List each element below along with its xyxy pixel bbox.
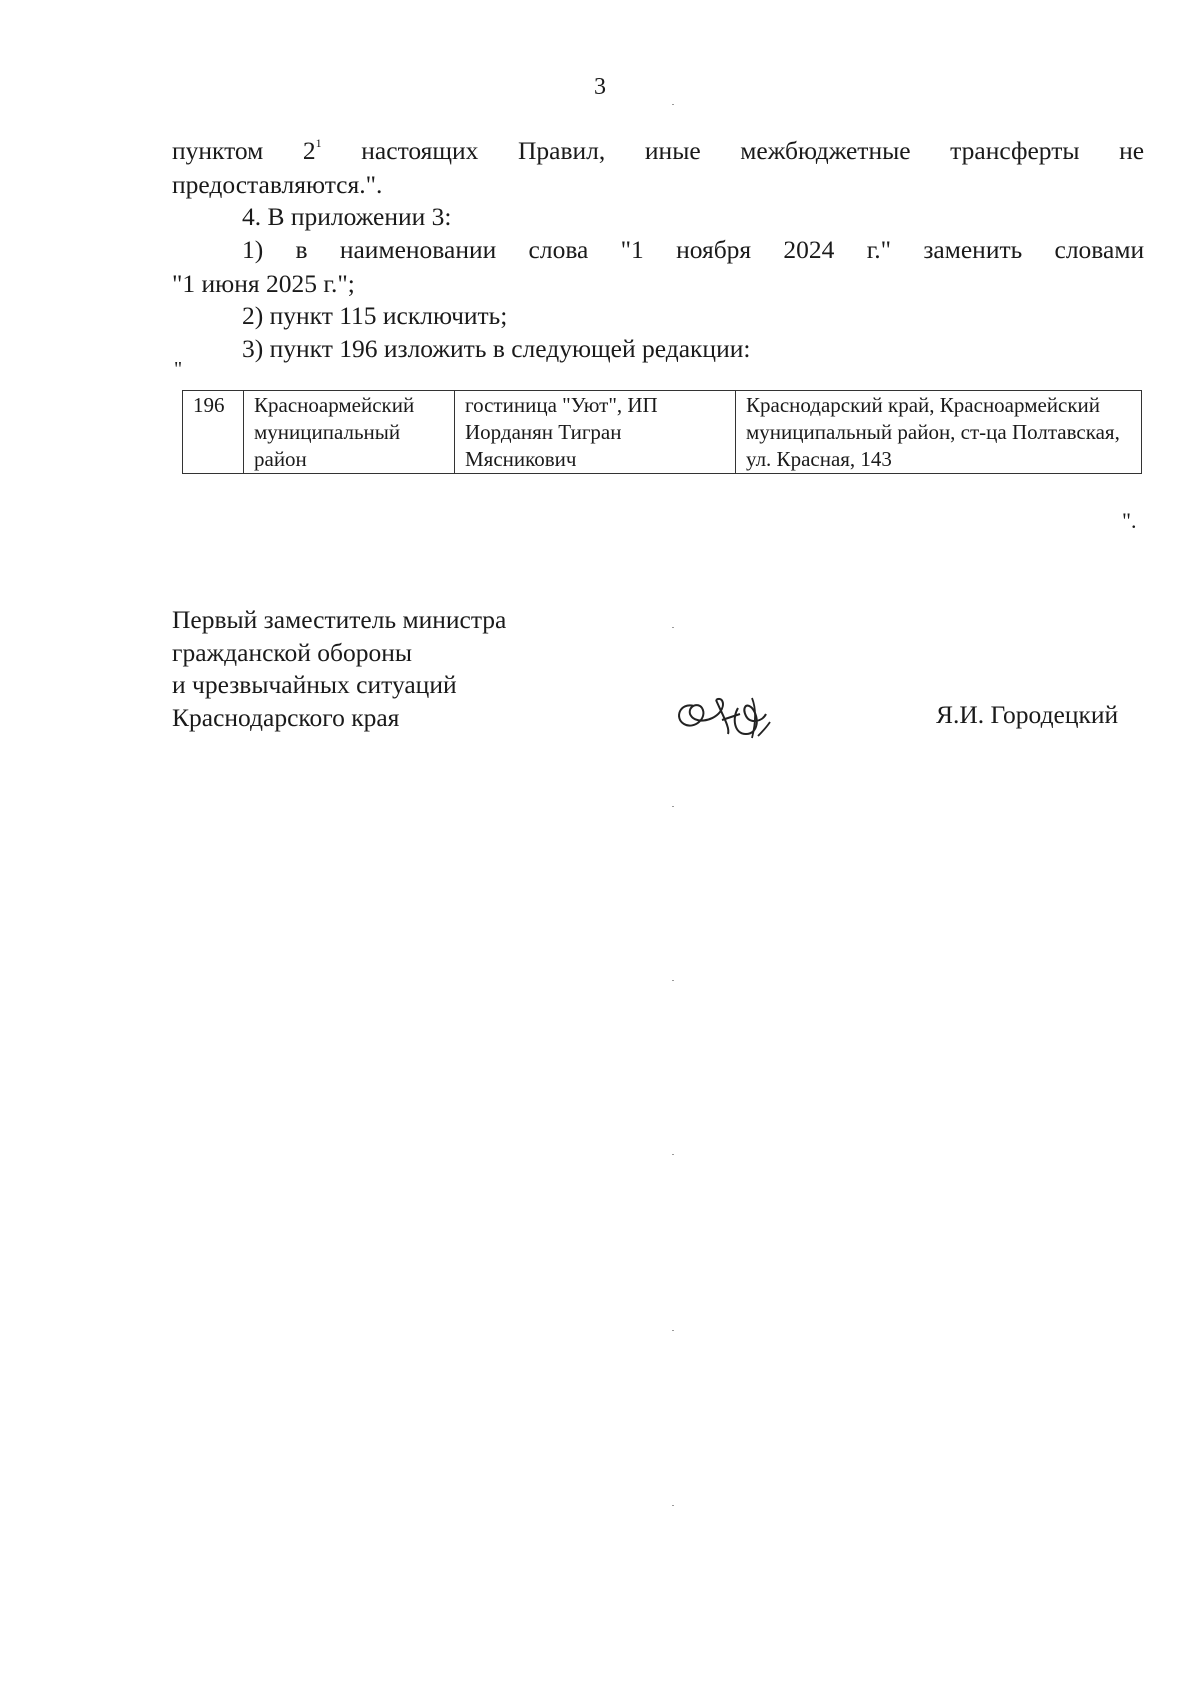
paragraph-5: 3) пункт 196 изложить в следующей редакции: <box>242 334 751 363</box>
closing-quote: ". <box>1122 508 1137 533</box>
scan-speck <box>672 980 674 981</box>
scan-speck <box>672 104 674 105</box>
scan-speck <box>672 1505 674 1506</box>
scan-speck <box>672 1154 674 1155</box>
signer-name: Я.И. Городецкий <box>936 700 1119 729</box>
superscript: 1 <box>315 136 322 150</box>
signatory-title <box>172 604 506 734</box>
paragraph-4: 2) пункт 115 исключить; <box>242 301 508 330</box>
scan-speck <box>672 627 674 628</box>
cell-number: 196 <box>183 391 244 474</box>
cell-hotel: гостиница "Уют", ИП Иорданян Тигран Мясникович <box>455 391 736 474</box>
point-number: $2^1$ <box>302 136 322 165</box>
signatory-title-line: Первый заместитель министра <box>172 605 507 634</box>
paragraph-1-line-1: пунктом $2^1$ настоящих Правил, иные межбюджетные трансферты не <box>172 136 1145 165</box>
scan-speck <box>672 1330 674 1331</box>
signatory-title-line: и чрезвычайных ситуаций <box>172 670 457 699</box>
cell-district: Красноармейский муниципальный район <box>244 391 455 474</box>
page-number: 3 <box>594 74 606 100</box>
paragraph-3-line-2: "1 июня 2025 г."; <box>172 268 355 298</box>
paragraph-3-line-1: 1) в наименовании слова "1 ноября 2024 г." заменить словами <box>242 235 1145 264</box>
scan-speck <box>672 806 674 807</box>
signatory-title-line: гражданской обороны <box>172 637 413 667</box>
paragraph-2: 4. В приложении 3: <box>242 202 452 231</box>
table-row <box>183 391 1142 474</box>
paragraph-1-line-2: предоставляются.". <box>172 169 383 199</box>
amendment-table <box>182 390 1142 474</box>
signatory-title-line: Краснодарского края <box>172 702 400 732</box>
opening-quote: " <box>174 358 183 380</box>
paragraph-1 <box>172 134 1144 201</box>
handwritten-signature <box>672 678 782 748</box>
cell-address: Краснодарский край, Красноармейский муниципальный район, ст-ца Полтавская, ул. Красная, 143 <box>736 391 1142 474</box>
paragraph-3 <box>172 233 1144 300</box>
